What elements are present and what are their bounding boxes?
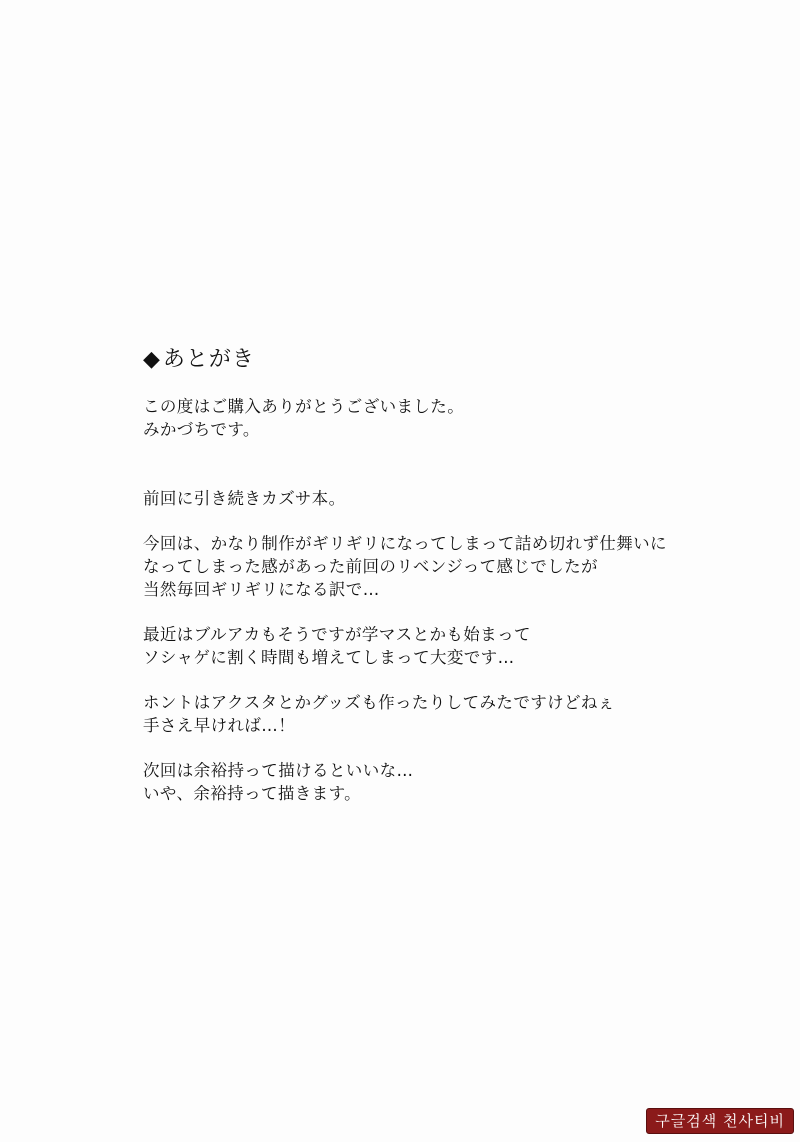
text-line: 最近はブルアカもそうですが学マスとかも始まって xyxy=(143,625,531,644)
paragraph-recently xyxy=(143,623,703,669)
text-line: いや、余裕持って描きます。 xyxy=(143,784,362,803)
paragraph-this-time xyxy=(143,532,703,601)
afterword-title: あとがき xyxy=(162,347,255,372)
afterword-section xyxy=(143,345,703,805)
text-line: なってしまった感があった前回のリベンジって感じでしたが xyxy=(143,557,598,576)
afterword-heading xyxy=(143,345,703,375)
paragraph-next-time xyxy=(143,759,703,805)
text-line: 前回に引き続きカズサ本。 xyxy=(143,489,346,508)
text-line: 次回は余裕持って描けるといいな… xyxy=(143,761,414,780)
watermark-badge: 구글검색 천사티비 xyxy=(646,1108,794,1134)
text-line: みかづちです。 xyxy=(143,420,260,439)
diamond-icon: ◆ xyxy=(143,347,161,372)
text-line: この度はご購入ありがとうございました。 xyxy=(143,397,465,416)
text-line: ホントはアクスタとかグッズも作ったりしてみたですけどねぇ xyxy=(143,693,615,712)
text-line: 当然毎回ギリギリになる訳で… xyxy=(143,580,380,599)
text-line: 手さえ早ければ…！ xyxy=(143,716,296,735)
paragraph-goods xyxy=(143,691,703,737)
paragraph-series xyxy=(143,487,703,510)
text-line: ソシャゲに割く時間も増えてしまって大変です… xyxy=(143,648,515,667)
text-line: 今回は、かなり制作がギリギリになってしまって詰め切れず仕舞いに xyxy=(143,534,667,553)
paragraph-greeting xyxy=(143,395,703,441)
